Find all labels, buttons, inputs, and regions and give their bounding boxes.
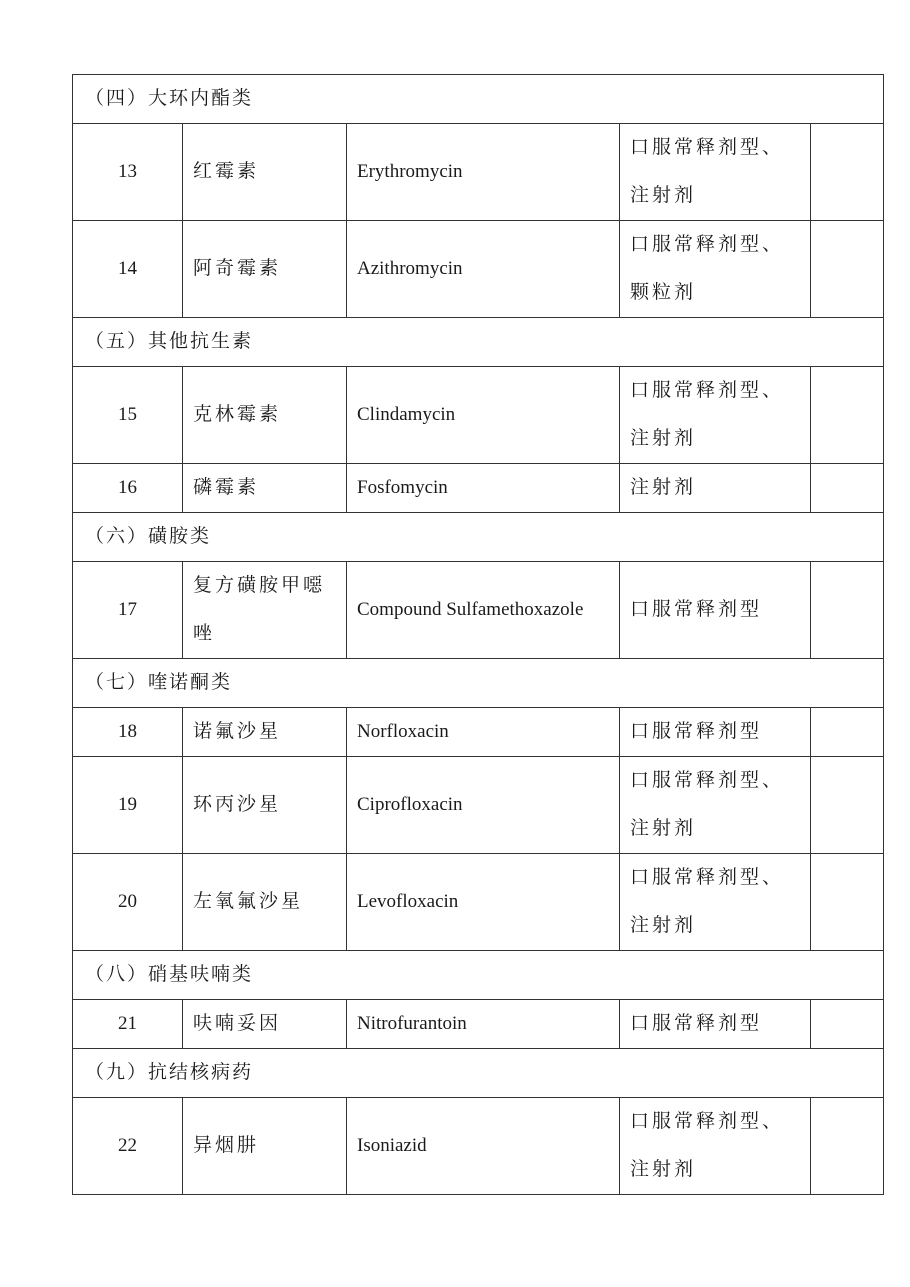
category-row bbox=[73, 513, 884, 562]
category-row bbox=[73, 75, 884, 124]
dosage-form: 口服常释剂型、注射剂 bbox=[620, 367, 811, 464]
drug-english-name: Isoniazid bbox=[347, 1098, 620, 1195]
remark-cell bbox=[811, 464, 884, 513]
dosage-form: 口服常释剂型 bbox=[620, 562, 811, 659]
drug-list-table bbox=[72, 74, 884, 1195]
table-row bbox=[73, 464, 884, 513]
category-row bbox=[73, 1049, 884, 1098]
table-row bbox=[73, 562, 884, 659]
drug-chinese-name: 左氧氟沙星 bbox=[183, 854, 347, 951]
drug-number: 18 bbox=[73, 708, 183, 757]
drug-number: 21 bbox=[73, 1000, 183, 1049]
dosage-form: 口服常释剂型、注射剂 bbox=[620, 124, 811, 221]
drug-number: 16 bbox=[73, 464, 183, 513]
remark-cell bbox=[811, 708, 884, 757]
remark-cell bbox=[811, 562, 884, 659]
dosage-form: 口服常释剂型 bbox=[620, 1000, 811, 1049]
dosage-form: 注射剂 bbox=[620, 464, 811, 513]
table-row bbox=[73, 708, 884, 757]
category-title: （九）抗结核病药 bbox=[73, 1049, 884, 1098]
drug-chinese-name: 克林霉素 bbox=[183, 367, 347, 464]
table-row bbox=[73, 221, 884, 318]
drug-chinese-name: 环丙沙星 bbox=[183, 757, 347, 854]
drug-number: 20 bbox=[73, 854, 183, 951]
drug-english-name: Erythromycin bbox=[347, 124, 620, 221]
drug-english-name: Norfloxacin bbox=[347, 708, 620, 757]
drug-chinese-name: 复方磺胺甲噁唑 bbox=[183, 562, 347, 659]
drug-chinese-name: 异烟肼 bbox=[183, 1098, 347, 1195]
drug-chinese-name: 红霉素 bbox=[183, 124, 347, 221]
remark-cell bbox=[811, 367, 884, 464]
drug-english-name: Nitrofurantoin bbox=[347, 1000, 620, 1049]
drug-chinese-name: 阿奇霉素 bbox=[183, 221, 347, 318]
drug-english-name: Levofloxacin bbox=[347, 854, 620, 951]
drug-english-name: Ciprofloxacin bbox=[347, 757, 620, 854]
drug-number: 13 bbox=[73, 124, 183, 221]
category-row bbox=[73, 659, 884, 708]
drug-number: 19 bbox=[73, 757, 183, 854]
table-row bbox=[73, 757, 884, 854]
drug-english-name: Azithromycin bbox=[347, 221, 620, 318]
category-title: （五）其他抗生素 bbox=[73, 318, 884, 367]
remark-cell bbox=[811, 1098, 884, 1195]
dosage-form: 口服常释剂型 bbox=[620, 708, 811, 757]
drug-english-name: Clindamycin bbox=[347, 367, 620, 464]
dosage-form: 口服常释剂型、注射剂 bbox=[620, 854, 811, 951]
dosage-form: 口服常释剂型、注射剂 bbox=[620, 1098, 811, 1195]
table-row bbox=[73, 1000, 884, 1049]
category-row bbox=[73, 318, 884, 367]
table-row bbox=[73, 854, 884, 951]
remark-cell bbox=[811, 1000, 884, 1049]
remark-cell bbox=[811, 124, 884, 221]
remark-cell bbox=[811, 757, 884, 854]
remark-cell bbox=[811, 221, 884, 318]
drug-chinese-name: 诺氟沙星 bbox=[183, 708, 347, 757]
table-row bbox=[73, 124, 884, 221]
drug-number: 17 bbox=[73, 562, 183, 659]
category-title: （四）大环内酯类 bbox=[73, 75, 884, 124]
table-row bbox=[73, 367, 884, 464]
drug-number: 22 bbox=[73, 1098, 183, 1195]
dosage-form: 口服常释剂型、颗粒剂 bbox=[620, 221, 811, 318]
table-row bbox=[73, 1098, 884, 1195]
dosage-form: 口服常释剂型、注射剂 bbox=[620, 757, 811, 854]
remark-cell bbox=[811, 854, 884, 951]
drug-english-name: Compound Sulfamethoxazole bbox=[347, 562, 620, 659]
drug-english-name: Fosfomycin bbox=[347, 464, 620, 513]
drug-chinese-name: 磷霉素 bbox=[183, 464, 347, 513]
drug-number: 15 bbox=[73, 367, 183, 464]
category-title: （七）喹诺酮类 bbox=[73, 659, 884, 708]
drug-number: 14 bbox=[73, 221, 183, 318]
category-row bbox=[73, 951, 884, 1000]
category-title: （八）硝基呋喃类 bbox=[73, 951, 884, 1000]
category-title: （六）磺胺类 bbox=[73, 513, 884, 562]
drug-chinese-name: 呋喃妥因 bbox=[183, 1000, 347, 1049]
